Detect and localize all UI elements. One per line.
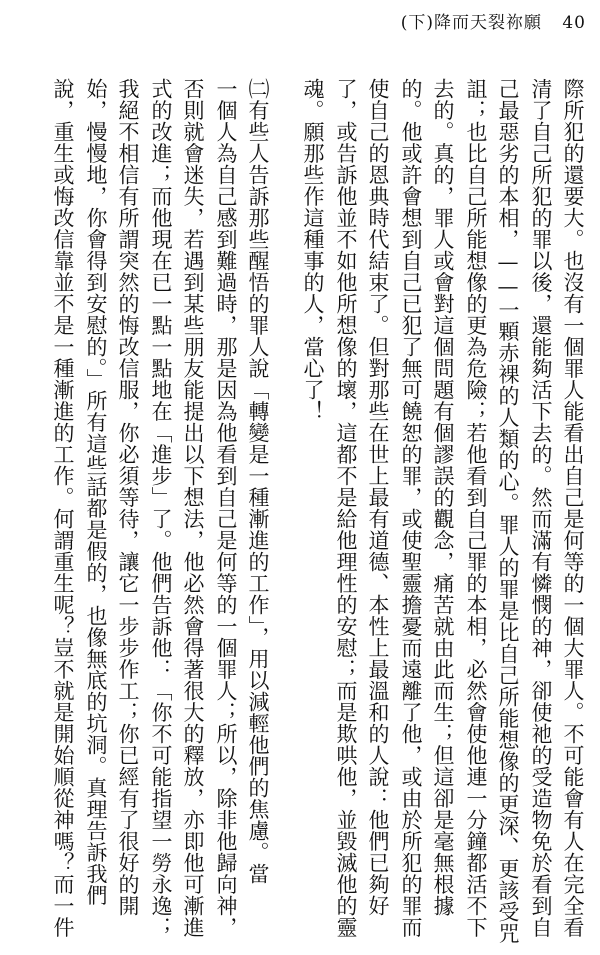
running-header: [401, 8, 586, 33]
text-column: 了，或告訴他並不如他所想像的壞，這都不是給他理性的安慰；而是欺哄他，並毀滅他的靈: [334, 78, 358, 938]
text-column: 詛；也比自己所能想像的更為危險；若他看到自己罪的本相，必然會使他連一分鐘都活不下: [464, 78, 488, 938]
text-column: 己最惡劣的本相，——一顆赤裸的人類的心。罪人的罪是比自己所能想像的更深、更該受咒: [496, 78, 520, 944]
text-column: 一個人為自己感到難過時，那是因為他看到自己是何等的一個罪人；所以，除非他歸向神，: [214, 78, 238, 938]
text-column: 使自己的恩典時代結束了。但對那些在世上最有道德、本性上最溫和的人說：他們已夠好: [366, 78, 390, 917]
text-column: 始，慢慢地，你會得到安慰的。」所有這些話都是假的，也像無底的坑洞。真理告訴我們: [84, 78, 108, 906]
text-column: 際所犯的還要大。也沒有一個罪人能看出自己是何等的一個大罪人。不可能會有人在完全看: [561, 78, 585, 938]
text-column: 清了自己所犯的罪以後，還能夠活下去的。然而滿有憐憫的神，卻使祂的受造物免於看到自: [529, 78, 553, 938]
text-column: 的。他或許會想到自己已犯了無可饒恕的罪，或使聖靈擔憂而遠離了他，或由於所犯的罪而: [399, 78, 423, 938]
text-column: 我絕不相信有所謂突然的悔改信服，你必須等待，讓它一步步作工；你已經有了很好的開: [116, 78, 140, 917]
text-column: ㈡有些人告訴那些醒悟的罪人說「轉變是一種漸進的工作」，用以減輕他們的焦慮。當: [246, 78, 270, 885]
text-column: 式的改進；而他現在已一點一點地在「進步」了。他們告訴他：「你不可能指望一勞永逸；: [149, 78, 173, 938]
text-column: 否則就會迷失，若遇到某些朋友能提出以下想法，他必然會得著很大的釋放，亦即他可漸進: [181, 78, 205, 938]
text-column: 魂。願那些作這種事的人，當心了！: [301, 78, 325, 422]
text-column: 說，重生或悔改信靠並不是一種漸進的工作。何謂重生呢？豈不就是開始順從神嗎？而一件: [51, 78, 75, 938]
page-number: 40: [562, 13, 586, 33]
chapter-title: (下)降而天裂祢願: [400, 13, 542, 33]
text-column: 去的。真的，罪人或會對這個問題有個謬誤的觀念，痛苦就由此而生；但這卻是毫無根據: [431, 78, 455, 917]
